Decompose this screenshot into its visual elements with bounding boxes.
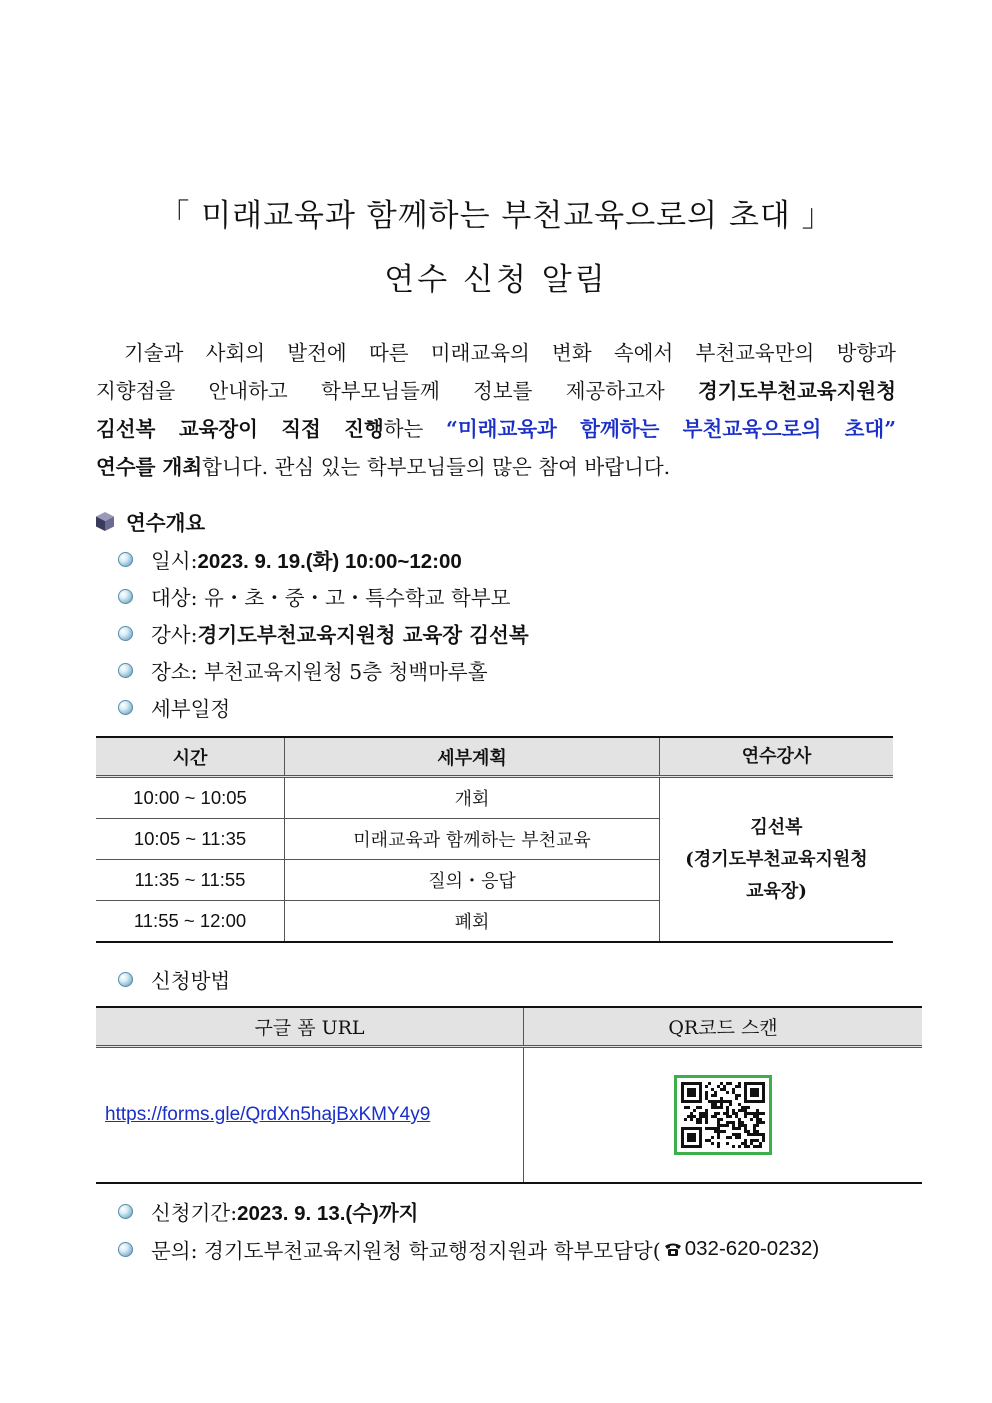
bullet-deadline: 신청기간: 2023. 9. 13.(수)까지 [118, 1196, 418, 1226]
bullet-target: 대상: 유・초・중・고・특수학교 학부모 [118, 581, 510, 611]
phone-icon [663, 1241, 683, 1257]
intro-paragraph [96, 334, 896, 486]
schedule-time: 10:00 ~ 10:05 [96, 777, 285, 819]
intro-line-4: 연수를 개최합니다. 관심 있는 학부모님들의 많은 참여 바랍니다. [96, 455, 671, 479]
bullet-dot-icon [118, 972, 133, 987]
intro-line-1: 기술과 사회의 발전에 따른 미래교육의 변화 속에서 부천교육만의 방향과 [124, 341, 896, 365]
intro-line-2: 지향점을 안내하고 학부모님들께 정보를 제공하고자 경기도부천교육지원청 [96, 379, 896, 403]
apply-qr-cell [524, 1047, 923, 1184]
bullet-apply: 신청방법 [118, 964, 230, 994]
apply-table [96, 1006, 922, 1184]
schedule-plan: 폐회 [285, 901, 660, 943]
bullet-place: 장소: 부천교육지원청 5층 청백마루홀 [118, 655, 488, 685]
bullet-dot-icon [118, 626, 133, 641]
header-plan: 세부계획 [285, 737, 660, 777]
apply-row [96, 1047, 922, 1184]
apply-header-row [96, 1007, 922, 1047]
bullet-date: 일시: 2023. 9. 19.(화) 10:00~12:00 [118, 544, 462, 574]
bullet-dot-icon [118, 552, 133, 567]
schedule-instructor: 김선복 (경기도부천교육지원청 교육장) [660, 777, 894, 943]
header-url: 구글 폼 URL [96, 1007, 524, 1047]
schedule-table [96, 736, 893, 943]
qr-code-icon[interactable] [674, 1075, 772, 1155]
schedule-plan: 개회 [285, 777, 660, 819]
schedule-plan: 질의・응답 [285, 860, 660, 901]
bullet-lecturer: 강사: 경기도부천교육지원청 교육장 김선복 [118, 618, 529, 648]
table-row [96, 777, 893, 819]
bullet-dot-icon [118, 1242, 133, 1257]
header-instructor: 연수강사 [660, 737, 894, 777]
schedule-time: 11:55 ~ 12:00 [96, 901, 285, 943]
header-time: 시간 [96, 737, 285, 777]
bullet-dot-icon [118, 663, 133, 678]
bullet-dot-icon [118, 1204, 133, 1219]
schedule-plan: 미래교육과 함께하는 부천교육 [285, 819, 660, 860]
intro-line-3: 김선복 교육장이 직접 진행하는 “미래교육과 함께하는 부천교육으로의 초대” [96, 417, 896, 441]
cube-icon [94, 510, 116, 532]
section-heading-overview [94, 506, 205, 536]
schedule-header-row [96, 737, 893, 777]
document-subtitle: 연수 신청 알림 [384, 262, 608, 298]
header-qr: QR코드 스캔 [524, 1007, 923, 1047]
apply-url-cell [96, 1047, 524, 1184]
bullet-schedule: 세부일정 [118, 692, 230, 722]
overview-heading-text: 연수개요 [126, 511, 206, 535]
bullet-contact: 문의: 경기도부천교육지원청 학교행정지원과 학부모담당( 032-620-0232) [118, 1234, 819, 1264]
document-title: 「 미래교육과 함께하는 부천교육으로의 초대 」 [158, 198, 834, 234]
schedule-time: 11:35 ~ 11:55 [96, 860, 285, 901]
bullet-dot-icon [118, 589, 133, 604]
bullet-dot-icon [118, 700, 133, 715]
schedule-time: 10:05 ~ 11:35 [96, 819, 285, 860]
google-form-link[interactable]: https://forms.gle/QrdXn5hajBxKMY4y9 [105, 1104, 431, 1125]
